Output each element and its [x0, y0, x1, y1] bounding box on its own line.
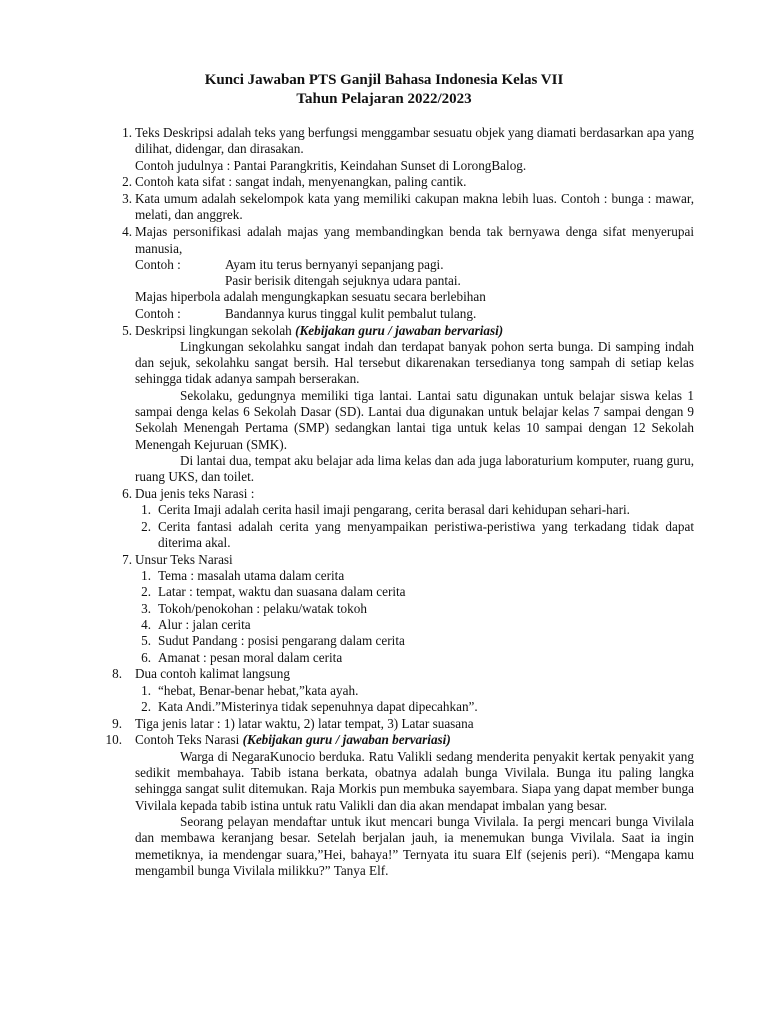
item-number: 4. [122, 224, 132, 240]
answer-list [105, 125, 694, 880]
answer-item-2 [112, 174, 694, 190]
sub-item [135, 650, 694, 666]
sub-item-text: Tema : masalah utama dalam cerita [158, 568, 345, 584]
example-text: Ayam itu terus bernyanyi sepanjang pagi. [225, 256, 444, 272]
answer-item-6 [112, 486, 694, 551]
document-subtitle: Tahun Pelajaran 2022/2023 [296, 91, 472, 107]
sub-item [135, 633, 694, 649]
sub-item [135, 519, 694, 552]
answer-item-8 [112, 666, 694, 715]
teacher-note: (Kebijakan guru / jawaban bervariasi) [295, 322, 504, 338]
example-row [135, 306, 694, 322]
item-number: 7. [122, 551, 132, 567]
item-heading [135, 732, 694, 748]
sub-item-text: Kata Andi.”Misterinya tidak sepenuhnya dapat dipecahkan”. [158, 698, 478, 714]
item-text: Deskripsi lingkungan sekolah [135, 322, 296, 338]
sub-item-number: 1. [141, 682, 151, 698]
item-number: 9. [112, 715, 122, 731]
sub-item-number: 1. [141, 502, 151, 518]
hiperbola-definition: Majas hiperbola adalah mengungkapkan sesuatu secara berlebihan [135, 289, 486, 305]
sub-item-number: 2. [141, 698, 151, 714]
answer-item-3 [112, 191, 694, 224]
item-text: Contoh Teks Narasi [135, 732, 243, 748]
sub-item-number: 2. [141, 518, 151, 534]
paragraph: Sekolaku, gedungnya memiliki tiga lantai. Lantai satu digunakan untuk belajar siswa kelas 1 sampai denga kelas 6 Sekolah Dasar (SD). Lantai dua digunakan untuk belajar kelas 7 sampai dengan 9 Sekolah Menengah Pertama (SMP) sedangkan lantai tiga untuk kelas 10 sampai dengan 12 Sekolah Menengah Kejuruan (SMK). [135, 387, 694, 452]
sub-item-text: Alur : jalan cerita [158, 616, 251, 632]
paragraph: Seorang pelayan mendaftar untuk ikut mencari bunga Vivilala. Ia pergi mencari bunga Vivilala dan membawa keranjang besar. Setelah berjalan jauh, ia menemukan bunga Vivilala. Saat ia ingin memetiknya, ia mendengar suara,”Hei, bahaya!” Ternyata itu suara Elf (sejenis peri). “Mengapa kamu mengambil bunga Vivilala milikku?” Tanya Elf. [135, 813, 694, 878]
sub-item-text: Amanat : pesan moral dalam cerita [158, 649, 343, 665]
item-number: 6. [122, 486, 132, 502]
sub-item [135, 568, 694, 584]
sub-item-text: Tokoh/penokohan : pelaku/watak tokoh [158, 600, 367, 616]
item-number: 8. [112, 666, 122, 682]
sub-item-number: 2. [141, 584, 151, 600]
item-number: 1. [122, 125, 132, 140]
item-text: Kata umum adalah sekelompok kata yang memiliki cakupan makna lebih luas. Contoh : bunga : mawar, melati, dan anggrek. [135, 191, 694, 223]
item-text: Tiga jenis latar : 1) latar waktu, 2) latar tempat, 3) Latar suasana [135, 715, 474, 731]
sub-item-number: 3. [141, 600, 151, 616]
sub-item-text: “hebat, Benar-benar hebat,”kata ayah. [158, 682, 359, 698]
sub-item [135, 502, 694, 518]
sub-item-text: Cerita Imaji adalah cerita hasil imaji pengarang, cerita berasal dari kehidupan sehari-hari. [158, 502, 630, 518]
sub-item [135, 584, 694, 600]
paragraph: Warga di NegaraKunocio berduka. Ratu Valikli sedang menderita penyakit kertak penyakit yang sedikit membahaya. Tabib istana berkata, obatnya adalah bunga Vivilala. Bunga itu paling langka sehingga sangat sulit ditemukan. Raja Morkis pun membuka sayembara. Siapa yang dapat member bunga Vivilala kepada tabib istina untuk ratu Valikli dan dia akan mendapat imbalan yang besar. [135, 748, 694, 813]
paragraph: Di lantai dua, tempat aku belajar ada lima kelas dan ada juga laboraturium komputer, ruang guru, ruang UKS, dan toilet. [135, 452, 694, 485]
item-number: 10. [105, 732, 122, 748]
item-text: Dua jenis teks Narasi : [135, 486, 255, 502]
item-text: Dua contoh kalimat langsung [135, 666, 290, 682]
answer-item-1 [112, 125, 694, 174]
sub-item [135, 601, 694, 617]
teacher-note: (Kebijakan guru / jawaban bervariasi) [242, 732, 451, 748]
item-number: 2. [122, 174, 132, 190]
item-heading [135, 323, 694, 339]
sub-item [135, 617, 694, 633]
item-text: Majas personifikasi adalah majas yang membandingkan benda tak bernyawa denga sifat menyerupai manusia, [135, 224, 694, 256]
sub-item-number: 6. [141, 649, 151, 665]
item-example: Contoh judulnya : Pantai Parangkritis, Keindahan Sunset di LorongBalog. [135, 157, 527, 173]
document-title: Kunci Jawaban PTS Ganjil Bahasa Indonesia Kelas VII [204, 72, 564, 88]
sub-item-text: Sudut Pandang : posisi pengarang dalam cerita [158, 633, 405, 649]
answer-item-5 [112, 323, 694, 486]
example-text: Pasir berisik ditengah sejuknya udara pantai. [225, 273, 461, 289]
example-text: Bandannya kurus tinggal kulit pembalut tulang. [225, 305, 477, 321]
example-row [135, 257, 694, 273]
example-label: Contoh : [135, 256, 181, 272]
sub-item-number: 5. [141, 633, 151, 649]
item-number: 3. [122, 191, 132, 207]
item-number: 5. [122, 322, 132, 338]
sub-item-number: 1. [141, 568, 151, 584]
sub-item-text: Latar : tempat, waktu dan suasana dalam cerita [158, 584, 406, 600]
example-label: Contoh : [135, 305, 181, 321]
sub-item [135, 683, 694, 699]
answer-item-9 [112, 716, 694, 732]
answer-item-7 [112, 552, 694, 666]
item-text: Contoh kata sifat : sangat indah, menyenangkan, paling cantik. [135, 174, 467, 190]
item-text: Unsur Teks Narasi [135, 551, 233, 567]
sub-item-text: Cerita fantasi adalah cerita yang menyampaikan peristiwa-peristiwa yang terkadang tidak dapat diterima akal. [158, 518, 694, 550]
sub-item [135, 699, 694, 715]
answer-item-10 [105, 732, 694, 879]
paragraph: Lingkungan sekolahku sangat indah dan terdapat banyak pohon serta bunga. Di samping indah dan sejuk, sekolahku sangat bersih. Hal tersebut dikarenakan tersedianya tong sampah di setiap kelas sehingga tidak adanya sampah berserakan. [135, 338, 694, 387]
answer-item-4 [112, 224, 694, 322]
sub-item-number: 4. [141, 616, 151, 632]
item-text: Teks Deskripsi adalah teks yang berfungsi menggambar sesuatu objek yang diamati berdasarkan apa yang dilihat, didengar, dan dirasakan. [135, 125, 694, 157]
